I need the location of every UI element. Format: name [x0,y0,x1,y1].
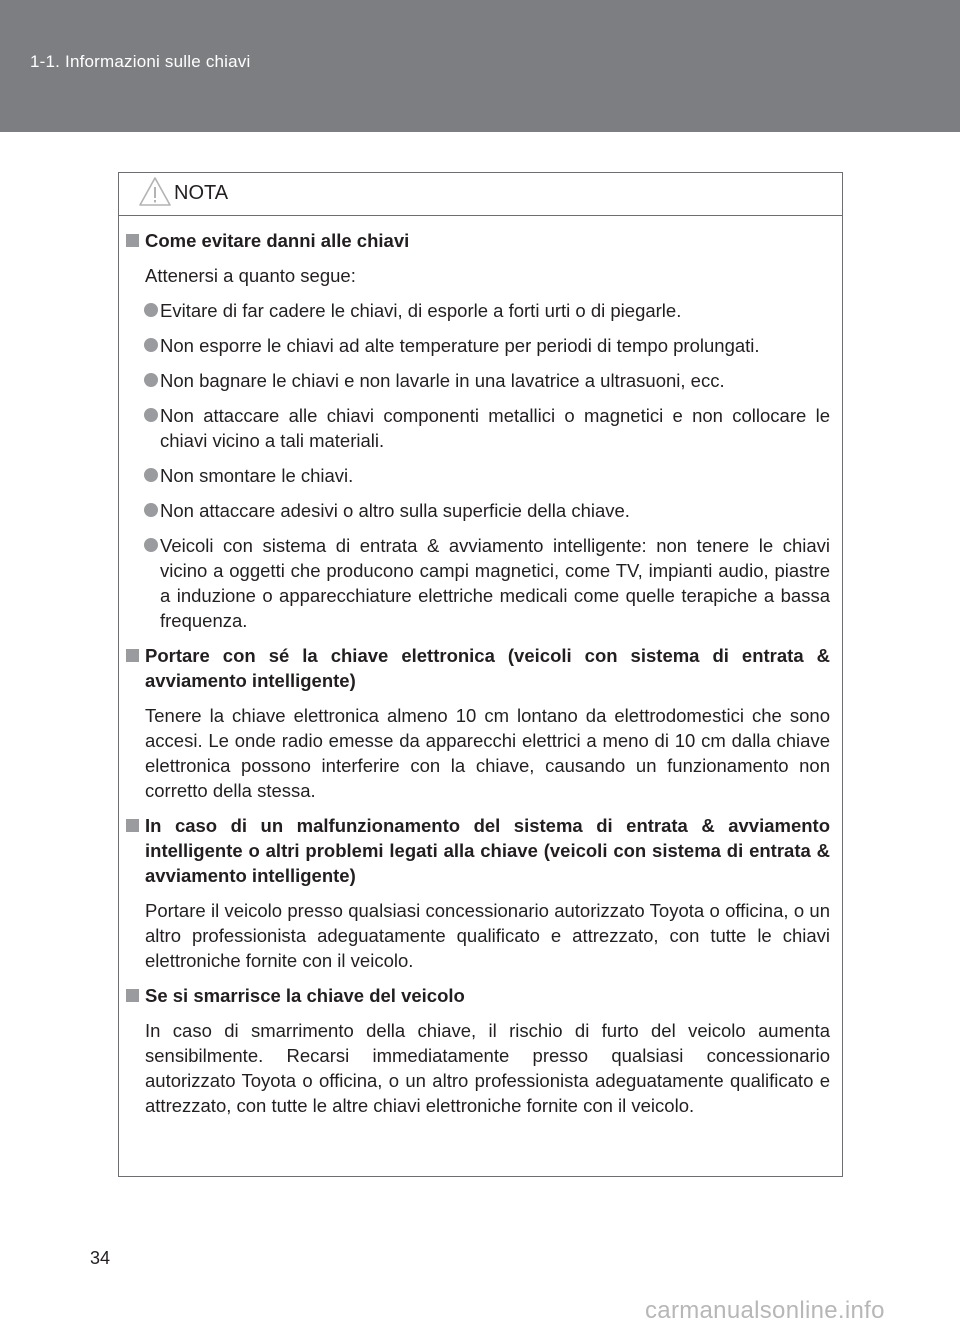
section-avoid-damage [126,228,830,633]
list-item: Non bagnare le chiavi e non lavarle in una lavatrice a ultrasuoni, ecc. [126,368,830,393]
section-text: Portare il veicolo presso qualsiasi concessionario autorizzato Toyota o officina, o un altro professionista adeguatamente qualificato e attrezzato, con tutte le chiavi elettroniche fornite con il veicolo. [145,900,830,971]
section-heading: In caso di un malfunzionamento del sistema di entrata & avviamento intelligente o altri problemi legati alla chiave (veicoli con sistema di entrata & avviamento intelligente) [126,813,830,888]
section-text: Tenere la chiave elettronica almeno 10 cm lontano da elettrodomestici che sono accesi. Le onde radio emesse da apparecchi elettrici a meno di 10 cm dalla chiave elettronica possono interferire con la chiave, causando un funzionamento non corretto della stessa. [145,705,830,801]
list-item: Non attaccare adesivi o altro sulla superficie della chiave. [126,498,830,523]
warning-triangle-icon [138,176,172,207]
list-item: Evitare di far cadere le chiavi, di esporle a forti urti o di piegarle. [126,298,830,323]
section-heading: Portare con sé la chiave elettronica (veicoli con sistema di entrata & avviamento intelligente) [126,643,830,693]
page-number: 34 [90,1248,111,1268]
list-item: Non esporre le chiavi ad alte temperature per periodi di tempo prolungati. [126,333,830,358]
section-carry-key [126,643,830,803]
list-item: Non attaccare alle chiavi componenti metallici o magnetici e non collocare le chiavi vicino a tali materiali. [126,403,830,453]
section-intro: Attenersi a quanto segue: [145,265,356,286]
section-heading: Come evitare danni alle chiavi [126,228,830,253]
list-item: Veicoli con sistema di entrata & avviamento intelligente: non tenere le chiavi vicino a oggetti che producono campi magnetici, come TV, impianti audio, piastre a induzione o apparecchiature elettriche medicali come quelle terapiche a bassa frequenza. [126,533,830,633]
note-header [119,173,842,216]
section-text: In caso di smarrimento della chiave, il rischio di furto del veicolo aumenta sensibilmente. Recarsi immediatamente presso qualsiasi concessionario autorizzato Toyota o officina, o un altro professionista adeguatamente qualificato e attrezzato, con tutte le altre chiavi elettroniche fornite con il veicolo. [145,1020,830,1116]
note-box [118,172,843,1177]
note-title: NOTA [174,182,229,204]
section-heading: Se si smarrisce la chiave del veicolo [126,983,830,1008]
page-header [0,0,960,132]
list-item: Non smontare le chiavi. [126,463,830,488]
section-title: 1-1. Informazioni sulle chiavi [30,52,251,71]
section-lost-key [126,983,830,1118]
section-malfunction [126,813,830,973]
note-body [126,228,830,1128]
watermark: carmanualsonline.info [645,1297,885,1324]
